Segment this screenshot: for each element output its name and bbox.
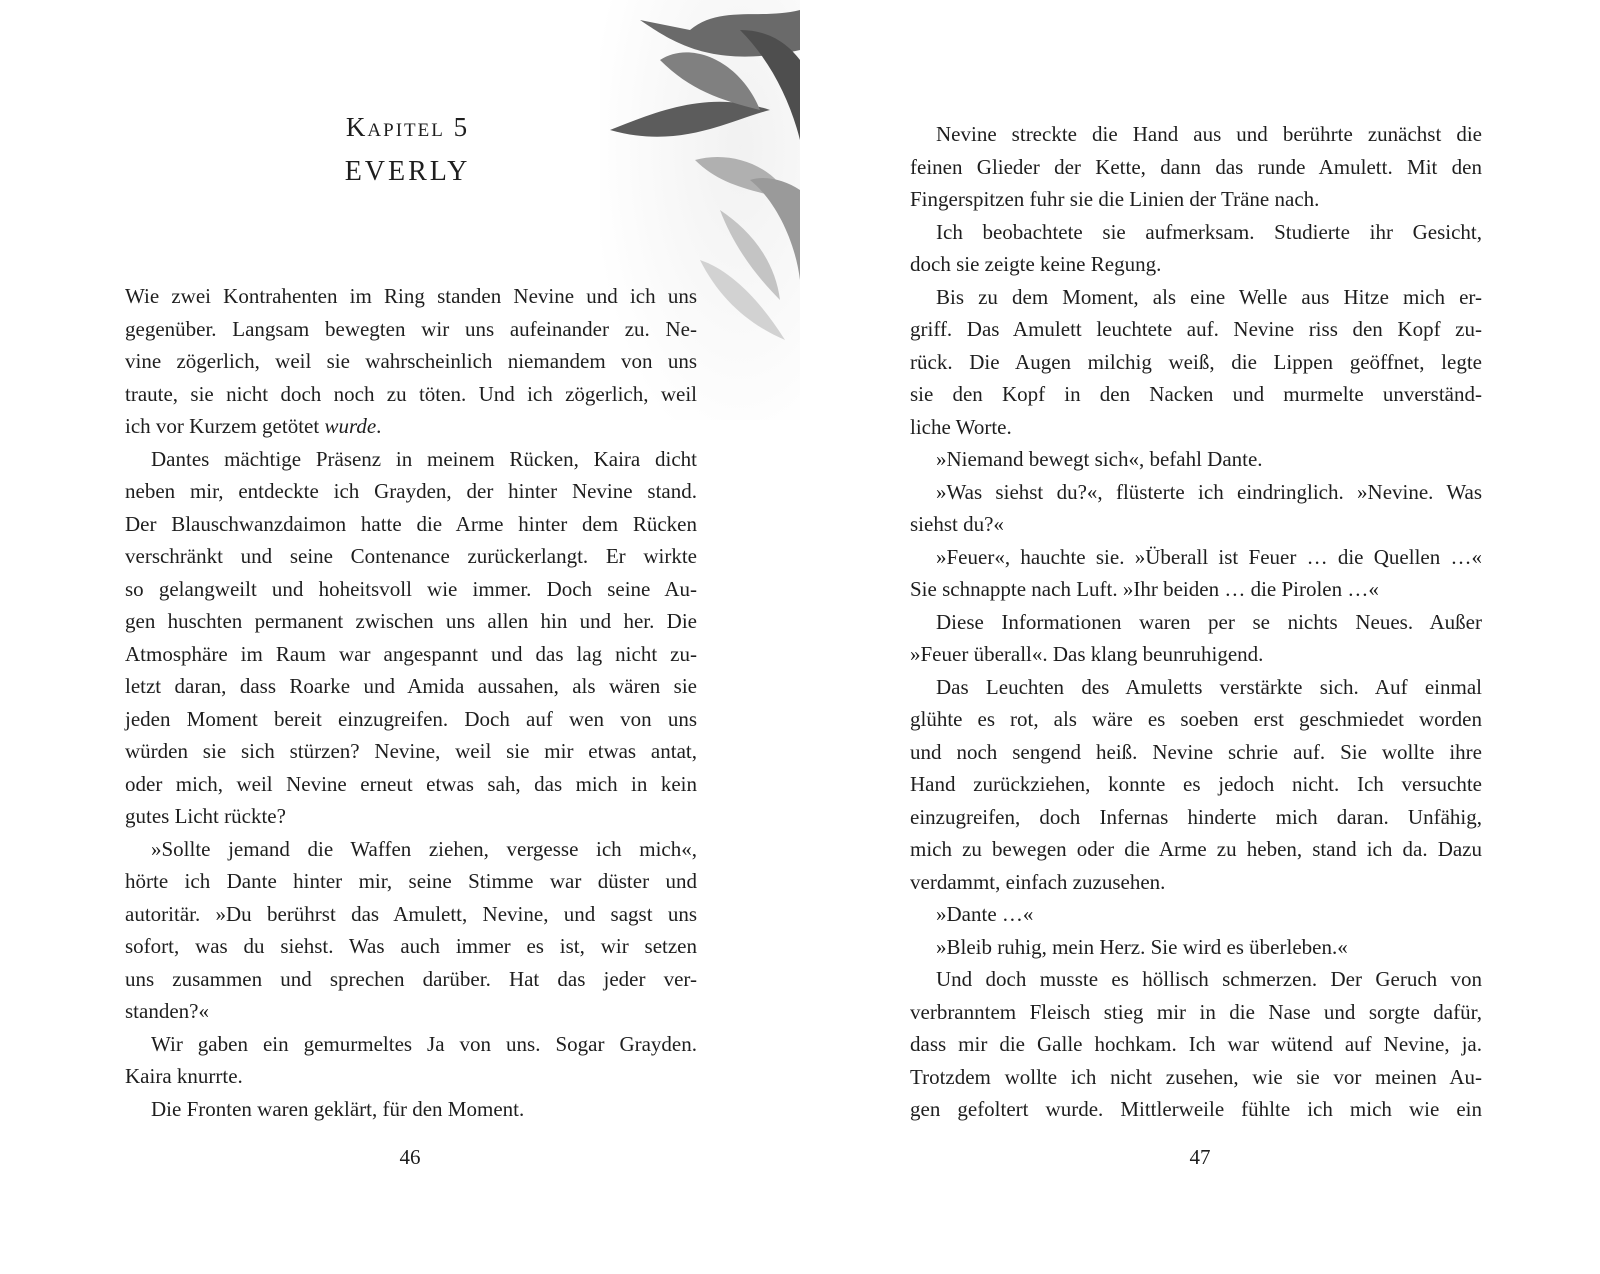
text-line: letzt daran, dass Roarke und Amida aussahen, als wären sie: [125, 674, 697, 698]
text-line: oder mich, weil Nevine erneut etwas sah, das mich in kein: [125, 771, 697, 796]
chapter-name: EVERLY: [344, 156, 471, 187]
text-line: Die Fronten waren geklärt, für den Moment.: [151, 1096, 525, 1121]
text-line: autoritär. »Du berührst das Amulett, Nevine, und sagst uns: [125, 901, 697, 926]
text-line: Atmosphäre im Raum war angespannt und das lag nicht zu-: [125, 641, 697, 666]
text-line: liche Worte.: [910, 414, 1012, 439]
text-line: sie den Kopf in den Nacken und murmelte unverständ-: [910, 382, 1482, 406]
text-line: »Bleib ruhig, mein Herz. Sie wird es überleben.«: [936, 934, 1348, 959]
text-line: jeden Moment bereit einzugreifen. Doch auf wen von uns: [125, 706, 697, 731]
page-number: 46: [399, 1145, 421, 1169]
text-line: verbranntem Fleisch stieg mir in die Nase und sorgte dafür,: [910, 999, 1482, 1024]
text-line: Wir gaben ein gemurmeltes Ja von uns. Sogar Grayden.: [151, 1031, 697, 1056]
text-line: Fingerspitzen fuhr sie die Linien der Träne nach.: [910, 187, 1320, 211]
text-line: dass mir die Galle hochkam. Ich war wütend auf Nevine, ja.: [910, 1032, 1482, 1056]
text-line: einzugreifen, doch Infernas hinderte mich daran. Unfähig,: [910, 804, 1482, 829]
text-line: Hand zurückziehen, konnte es jedoch nicht. Ich versuchte: [910, 772, 1482, 796]
text-line: gen gefoltert wurde. Mittlerweile fühlte ich mich wie ein: [910, 1097, 1482, 1121]
text-line: traute, sie nicht doch noch zu töten. Und ich zögerlich, weil: [125, 381, 697, 406]
page-number: 47: [1189, 1145, 1211, 1169]
left-text-block: [125, 280, 697, 1125]
text-line: vine zögerlich, weil sie wahrscheinlich niemandem von uns: [125, 349, 697, 373]
text-line: gegenüber. Langsam bewegten wir uns aufeinander zu. Ne-: [125, 316, 697, 341]
text-line: ich vor Kurzem getötet wurde.: [125, 414, 382, 438]
text-line: würden sie sich stürzen? Nevine, weil sie mir etwas antat,: [125, 739, 697, 763]
chapter-label: Kapitel 5: [345, 112, 470, 142]
text-line: verschränkt und seine Contenance zurückerlangt. Er wirkte: [125, 544, 697, 568]
text-line: griff. Das Amulett leuchtete auf. Nevine riss den Kopf zu-: [910, 317, 1482, 341]
text-line: gen huschten permanent zwischen uns allen hin und her. Die: [125, 609, 697, 633]
text-line: Bis zu dem Moment, als eine Welle aus Hitze mich er-: [936, 284, 1482, 309]
text-line: Und doch musste es höllisch schmerzen. Der Geruch von: [936, 967, 1482, 991]
text-line: Trotzdem wollte ich nicht zusehen, wie sie vor meinen Au-: [910, 1064, 1482, 1089]
text-line: verdammt, einfach zuzusehen.: [910, 869, 1166, 894]
text-line: und noch sengend heiß. Nevine schrie auf. Sie wollte ihre: [910, 739, 1482, 764]
text-line: Wie zwei Kontrahenten im Ring standen Nevine und ich uns: [125, 284, 697, 308]
text-line: Nevine streckte die Hand aus und berührte zunächst die: [936, 122, 1482, 146]
text-line: gutes Licht rückte?: [125, 804, 286, 828]
text-line: sofort, was du siehst. Was auch immer es ist, wir setzen: [125, 934, 697, 958]
text-line: Ich beobachtete sie aufmerksam. Studierte ihr Gesicht,: [936, 219, 1482, 244]
right-text-block: [910, 118, 1482, 1126]
text-line: »Sollte jemand die Waffen ziehen, vergesse ich mich«,: [151, 836, 697, 861]
text-line: hörte ich Dante hinter mir, seine Stimme war düster und: [125, 869, 697, 893]
text-line: uns zusammen und sprechen darüber. Hat das jeder ver-: [125, 966, 697, 991]
right-page: [800, 0, 1600, 1274]
text-line: »Dante …«: [936, 902, 1034, 926]
text-line: Kaira knurrte.: [125, 1064, 243, 1088]
text-line: »Niemand bewegt sich«, befahl Dante.: [936, 447, 1263, 471]
text-line: »Feuer«, hauchte sie. »Überall ist Feuer … die Quellen …«: [936, 544, 1482, 569]
text-line: doch sie zeigte keine Regung.: [910, 252, 1162, 276]
text-line: Dantes mächtige Präsenz in meinem Rücken, Kaira dicht: [151, 446, 697, 471]
text-line: siehst du?«: [910, 512, 1004, 536]
text-line: rück. Die Augen milchig weiß, die Lippen geöffnet, legte: [910, 349, 1482, 374]
text-line: Das Leuchten des Amuletts verstärkte sich. Auf einmal: [936, 674, 1482, 699]
emphasis: wurde: [324, 414, 377, 438]
text-line: Diese Informationen waren per se nichts Neues. Außer: [936, 609, 1482, 634]
text-line: Der Blauschwanzdaimon hatte die Arme hinter dem Rücken: [125, 511, 697, 536]
text-line: neben mir, entdeckte ich Grayden, der hinter Nevine stand.: [125, 479, 697, 503]
text-line: standen?«: [125, 999, 209, 1023]
text-line: mich zu bewegen oder die Arme zu heben, stand ich da. Dazu: [910, 837, 1482, 861]
text-line: Sie schnappte nach Luft. »Ihr beiden … die Pirolen …«: [910, 577, 1379, 601]
text-line: so gelangweilt und hoheitsvoll wie immer. Doch seine Au-: [125, 576, 697, 601]
text-line: feinen Glieder der Kette, dann das runde Amulett. Mit den: [910, 154, 1482, 179]
text-line: »Feuer überall«. Das klang beunruhigend.: [910, 642, 1264, 666]
text-line: »Was siehst du?«, flüsterte ich eindringlich. »Nevine. Was: [936, 479, 1482, 504]
text-line: glühte es rot, als wäre es soeben erst geschmiedet worden: [910, 707, 1482, 731]
